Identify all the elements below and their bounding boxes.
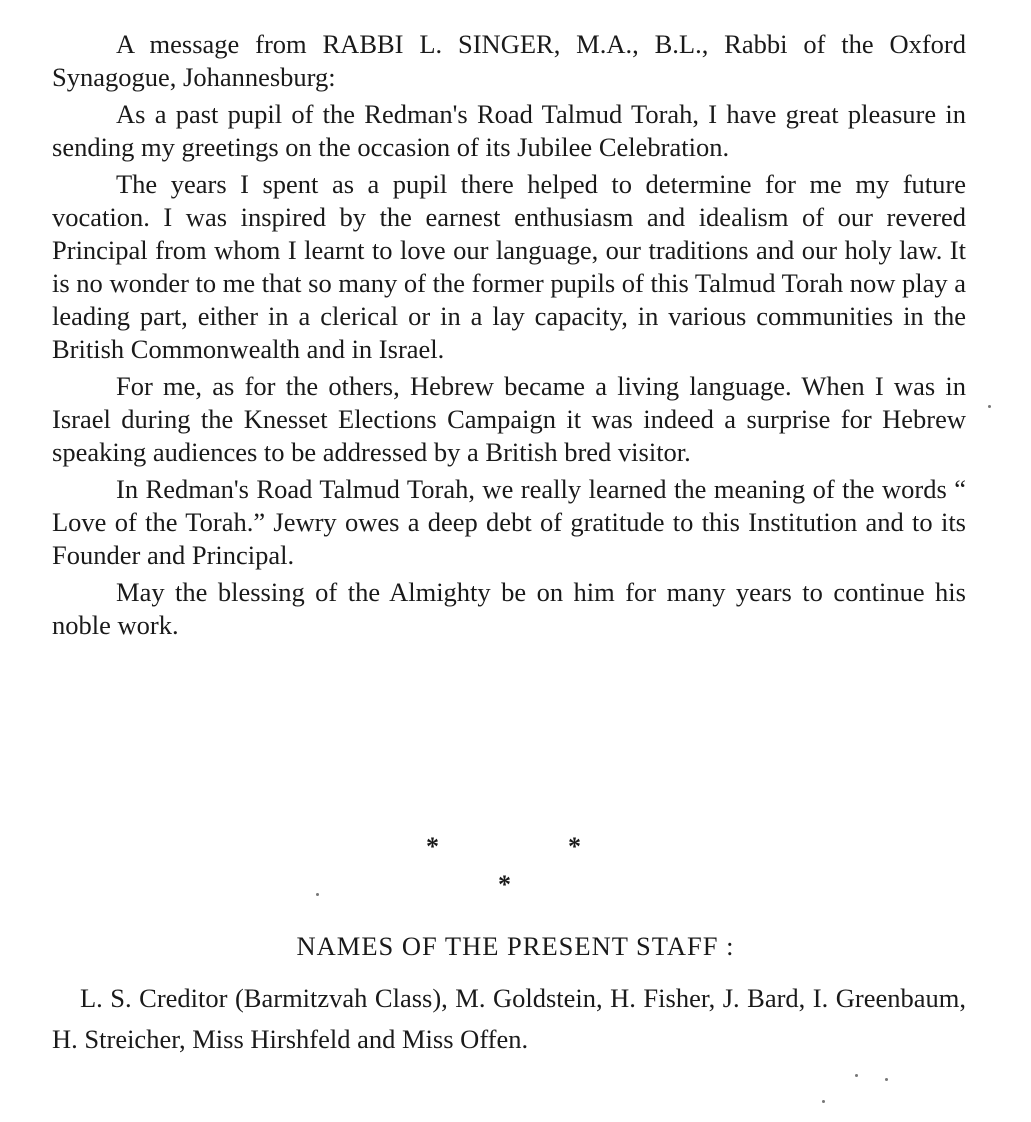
separator-star-left: * [426, 832, 439, 861]
message-paragraph-hebrew: For me, as for the others, Hebrew became a living language. When I was in Israel during the Knesset Elections Campaign it was indeed a surprise for Hebrew speaking audiences to be addressed by a British bred visitor. [52, 371, 966, 467]
print-speck [822, 1100, 825, 1103]
print-speck [316, 893, 319, 896]
separator-star-right: * [568, 832, 581, 861]
print-speck [855, 1074, 858, 1077]
message-body [52, 28, 966, 646]
print-speck [885, 1078, 888, 1081]
staff-names: L. S. Creditor (Barmitzvah Class), M. Goldstein, H. Fisher, J. Bard, I. Greenbaum, H. Streicher, Miss Hirshfeld and Miss Offen. [52, 983, 966, 1054]
message-paragraph-greetings: As a past pupil of the Redman's Road Talmud Torah, I have great pleasure in sending my greetings on the occasion of its Jubilee Celebration. [52, 99, 966, 162]
message-paragraph-vocation: The years I spent as a pupil there helped to determine for me my future vocation. I was inspired by the earnest enthusiasm and idealism of our revered Principal from whom I learnt to love our language, our traditions and our holy law. It is no wonder to me that so many of the former pupils of this Talmud Torah now play a leading part, either in a clerical or in a lay capacity, in various communities in the British Commonwealth and in Israel. [52, 169, 966, 364]
staff-list [52, 978, 966, 1060]
message-paragraph-blessing: May the blessing of the Almighty be on him for many years to continue his noble work. [52, 577, 966, 640]
staff-heading: NAMES OF THE PRESENT STAFF : [296, 931, 735, 961]
message-paragraph-gratitude: In Redman's Road Talmud Torah, we really learned the meaning of the words “ Love of the Torah.” Jewry owes a deep debt of gratitude to this Institution and to its Founder and Principal. [52, 474, 966, 570]
message-intro: A message from RABBI L. SINGER, M.A., B.L., Rabbi of the Oxford Synagogue, Johannesburg: [52, 29, 966, 92]
separator-star-bottom: * [498, 870, 511, 899]
print-speck [988, 405, 991, 408]
